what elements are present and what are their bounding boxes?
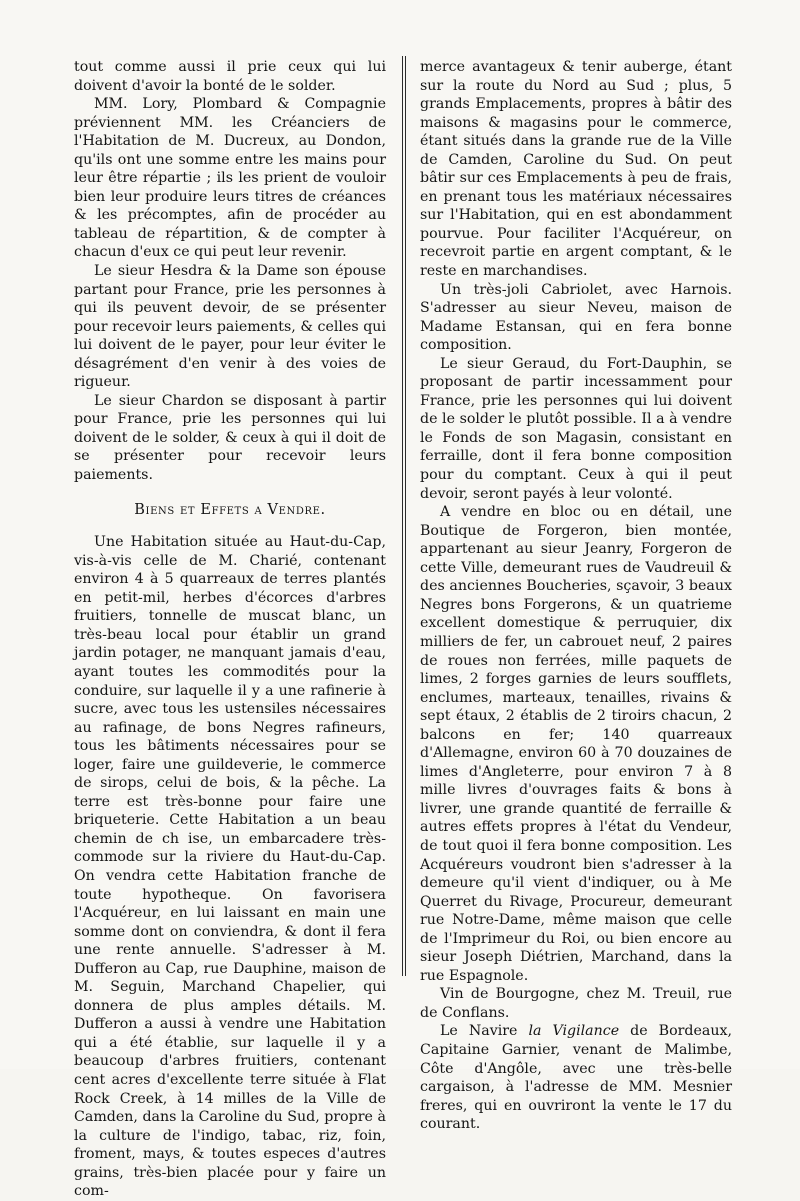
column-divider bbox=[402, 56, 403, 976]
ship-name: la Vigilance bbox=[528, 1023, 620, 1040]
notice-geraud: Le sieur Geraud, du Fort-Dauphin, se proposant de partir incessamment pour France, prie les personnes qui lui doivent de le solder le plutôt possible. Il a à vendre le Fonds de son Magasin, consistant en ferraille, dont il fera bonne composition pour du comptant. Ceux à qui il peut devoir, seront payés à leur volonté. bbox=[420, 355, 732, 502]
ad-habitation-haut-du-cap: Une Habitation située au Haut-du-Cap, vis-à-vis celle de M. Charié, contenant environ 4 à 5 quarreaux de terres plantés en petit-mil, herbes d'écorces d'arbres fruitiers, tonnelle de muscat blanc, un très-beau local pour établir un grand jardin potager, ne manquant jamais d'eau, ayant toutes les commodités pour la conduire, sur laquelle il y a une rafinerie à sucre, avec tous les ustensiles nécessaires au rafinage, de bons Negres rafineurs, tous les bâtiments nécessaires pour se loger, faire une guildeverie, le commerce de sirops, celui de bois, & la pêche. La terre est très-bonne pour faire une briqueterie. Cette Habitation a un beau chemin de ch ise, un embarcadere très-commode sur la riviere du Haut-du-Cap. On vendra cette Habitation franche de toute hypotheque. On favorisera l'Acquéreur, en lui laissant en main une somme dont on conviendra, & dont il fera une rente annuelle. S'adresser à M. Dufferon au Cap, rue Dauphine, maison de M. Seguin, Marchand Chapelier, qui donnera de plus amples détails. M. Dufferon a aussi à vendre une Habitation qui a été établie, sur laquelle il y a beaucoup d'arbres fruitiers, contenant cent acres d'excellente terre située à Flat Rock Creek, à 14 milles de la Ville de Camden, dans la Caroline du Sud, propre à la culture de l'indigo, tabac, riz, foin, froment, mays, & toutes especes d'autres grains, très-bien placée pour y faire un com- bbox=[74, 534, 386, 1200]
ad-forgeron-boutique: A vendre en bloc ou en détail, une Boutique de Forgeron, bien montée, appartenant au sieur Jeanry, Forgeron de cette Ville, demeurant rues de Vaudreuil & des anciennes Boucheries, sçavoir, 3 beaux Negres bons Forgerons, & un quatrieme excellent domestique & perruquier, dix milliers de fer, un cabrouet neuf, 2 paires de roues non ferrées, mille paquets de limes, 2 forges garnies de leurs soufflets, enclumes, marteaux, tenailles, rivains & sept étaux, 2 établis de 2 tiroirs chacun, 2 balcons en fer; 140 quarreaux d'Allemagne, environ 60 à 70 douzaines de limes d'Angleterre, pour environ 7 à 8 mille livres d'ouvrages faits & bons à livrer, une grande quantité de ferraille & autres effets propres à l'état du Vendeur, de tout quoi il fera bonne composition. Les Acquéreurs voudront bien s'adresser à la demeure qu'il vient d'indiquer, ou à Me Querret du Rivage, Procureur, demeurant rue Notre-Dame, même maison que celle de l'Imprimeur du Roi, ou bien encore au sieur Joseph Diétrien, Marchand, dans la rue Espagnole. bbox=[420, 504, 732, 984]
left-column bbox=[74, 58, 386, 1201]
section-heading: Biens et Effets a Vendre. bbox=[134, 501, 326, 518]
ad-navire-vigilance bbox=[420, 1022, 732, 1133]
notice-chardon: Le sieur Chardon se disposant à partir pour France, prie les personnes qui lui doivent de le solder, & ceux à qui il doit de se présenter pour recevoir leurs paiements. bbox=[74, 392, 386, 484]
notice-hesdra: Le sieur Hesdra & la Dame son épouse partant pour France, prie les personnes à qui ils peuvent devoir, de se présenter pour recevoir leurs paiements, & celles qui lui doivent de le payer, pour leur éviter le désagrément d'en venir à des voies de rigueur. bbox=[74, 263, 386, 391]
navire-text-before: Le Navire bbox=[440, 1023, 529, 1040]
ad-habitation-continued: merce avantageux & tenir auberge, étant sur la route du Nord au Sud ; plus, 5 grands Emplacements, propres à bâtir des maisons & magasins pour le commerce, étant situés dans la grande rue de la Ville de Camden, Caroline du Sud. On peut bâtir sur ces Emplacements à peu de frais, en prenant tous les matériaux nécessaires sur l'Habitation, qui en est abondamment pourvue. Pour faciliter l'Acquéreur, on recevroit partie en argent comptant, & le reste en marchandises. bbox=[420, 59, 732, 280]
navire-text-after: de Bordeaux, Capitaine Garnier, venant de Malimbe, Côte d'Angôle, avec une très-belle cargaison, à l'adresse de MM. Mesnier freres, qui en ouvriront la vente le 17 du courant. bbox=[420, 1023, 732, 1133]
ad-cabriolet: Un très-joli Cabriolet, avec Harnois. S'adresser au sieur Neveu, maison de Madame Estansan, qui en fera bonne composition. bbox=[420, 281, 732, 354]
notice-continued: tout comme aussi il prie ceux qui lui doivent d'avoir la bonté de le solder. bbox=[74, 59, 386, 94]
ad-vin-bourgogne: Vin de Bourgogne, chez M. Treuil, rue de Conflans. bbox=[420, 986, 732, 1021]
right-column bbox=[420, 58, 732, 1134]
notice-lory-plombard: MM. Lory, Plombard & Compagnie préviennent MM. les Créanciers de l'Habitation de M. Ducreux, au Dondon, qu'ils ont une somme entre les mains pour leur être répartie ; ils les prient de vouloir bien leur produire leurs titres de créances & les précomptes, afin de procéder au tableau de répartition, & de compter à chacun d'eux ce qui peut leur revenir. bbox=[74, 96, 386, 261]
